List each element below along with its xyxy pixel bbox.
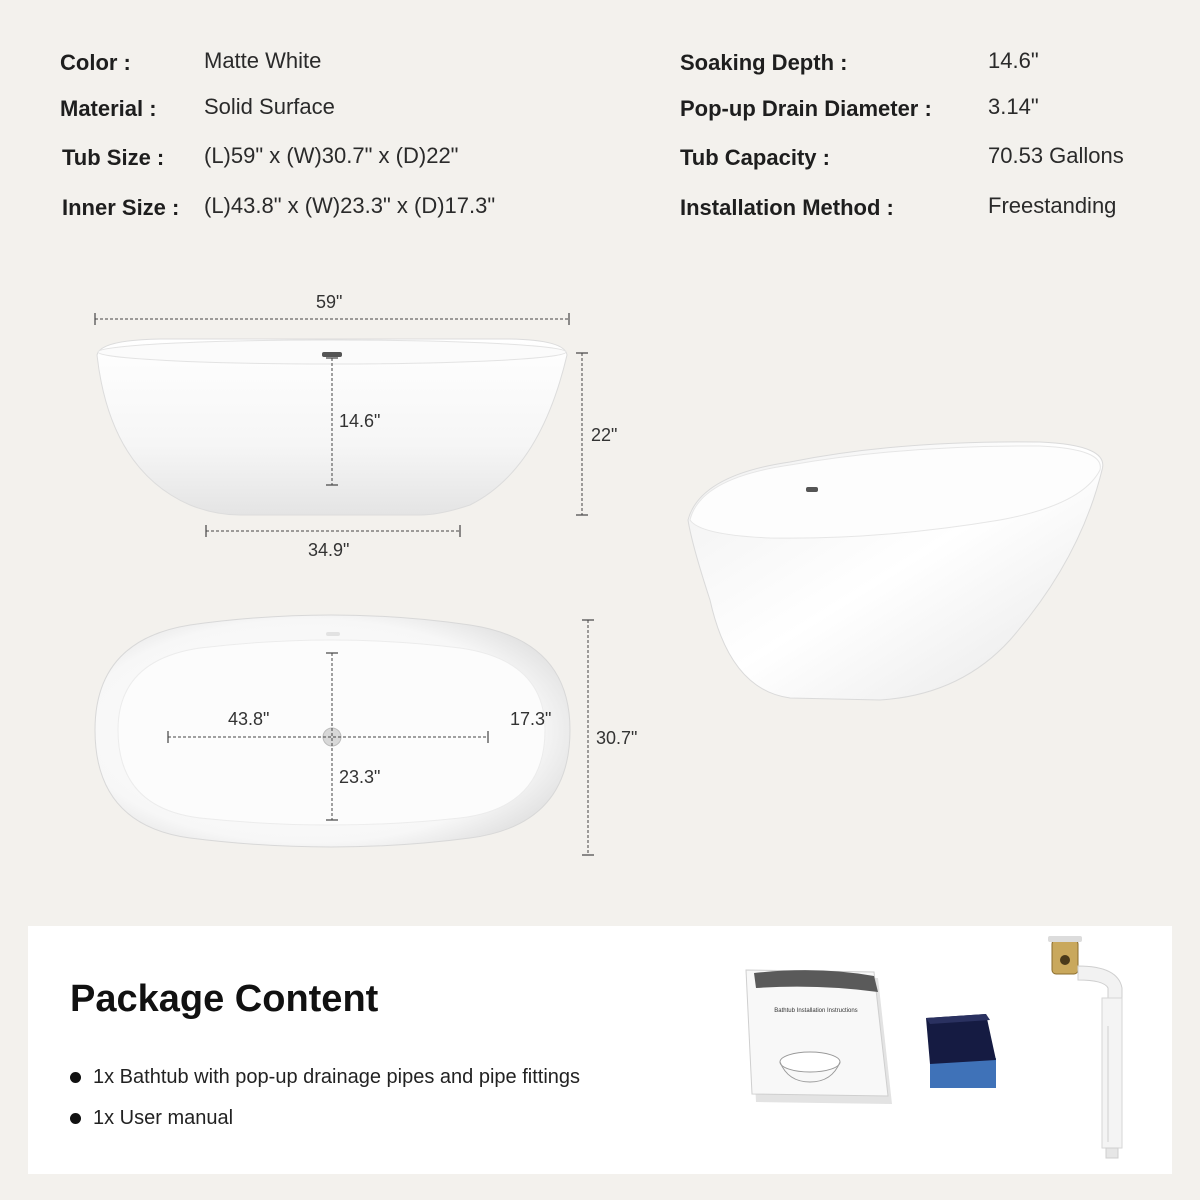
spec-value-drain-diameter: 3.14"	[988, 94, 1039, 119]
spec-value-material: Solid Surface	[204, 94, 335, 119]
dim-label-inner-width: 23.3"	[339, 767, 381, 787]
dim-label-length: 59"	[316, 292, 343, 312]
dim-label-height: 22"	[591, 425, 618, 445]
dim-label-inner-depth: 17.3"	[510, 709, 552, 729]
spec-label-installation: Installation Method :	[680, 195, 894, 220]
package-item-label: 1x Bathtub with pop-up drainage pipes and pipe fittings	[93, 1066, 581, 1088]
spec-label-inner-size: Inner Size :	[62, 195, 180, 220]
dim-label-base-length: 34.9"	[308, 540, 350, 560]
manual-icon	[746, 970, 892, 1104]
tub-perspective-view	[688, 442, 1103, 700]
package-content-panel	[28, 926, 1172, 1174]
spec-label-color: Color :	[60, 50, 131, 75]
dim-label-soaking-depth: 14.6"	[339, 411, 381, 431]
spec-label-soaking-depth: Soaking Depth :	[680, 50, 848, 75]
spec-value-color: Matte White	[204, 48, 322, 73]
spec-label-drain-diameter: Pop-up Drain Diameter :	[680, 96, 932, 121]
spec-label-tub-capacity: Tub Capacity :	[680, 145, 830, 170]
spec-value-tub-capacity: 70.53 Gallons	[988, 143, 1124, 168]
sponge-icon	[926, 1014, 996, 1088]
spec-value-inner-size: (L)43.8" x (W)23.3" x (D)17.3"	[204, 193, 496, 218]
package-item-label: 1x User manual	[93, 1107, 234, 1129]
package-title: Package Content	[70, 978, 379, 1020]
spec-label-material: Material :	[60, 96, 157, 121]
drain-pipe-icon	[1048, 936, 1122, 1158]
spec-label-tub-size: Tub Size :	[62, 145, 165, 170]
spec-value-tub-size: (L)59" x (W)30.7" x (D)22"	[204, 143, 459, 168]
spec-value-installation: Freestanding	[988, 193, 1117, 218]
dim-label-width: 30.7"	[596, 728, 638, 748]
spec-value-soaking-depth: 14.6"	[988, 48, 1039, 73]
dim-label-inner-length: 43.8"	[228, 709, 270, 729]
manual-cover-text: Bathtub Installation Instructions	[774, 1008, 858, 1014]
package-items-illustration	[28, 926, 1172, 1174]
